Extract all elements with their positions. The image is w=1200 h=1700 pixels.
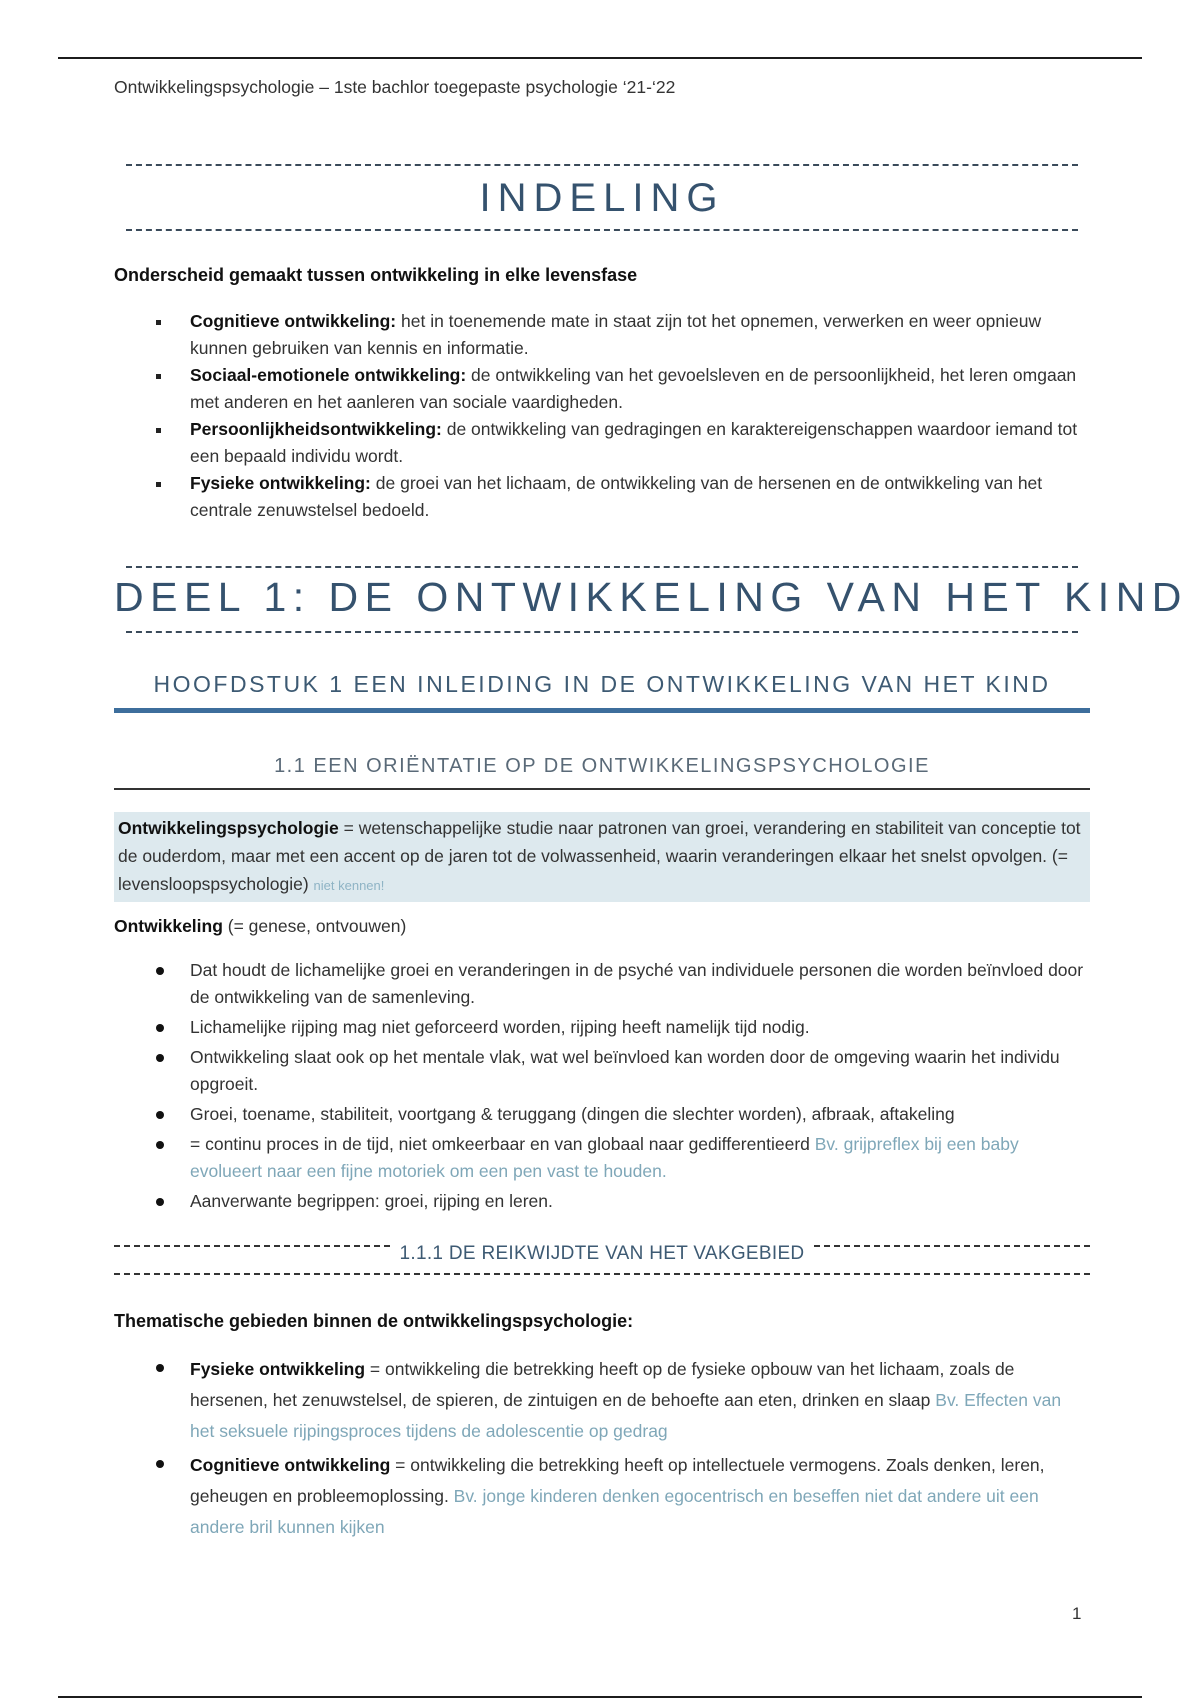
list-item [186, 1450, 1090, 1543]
subsection-lead: Thematische gebieden binnen de ontwikkelingspsychologie: [114, 1311, 634, 1331]
indeling-title-block [114, 164, 1090, 231]
definition-term: Ontwikkelingspsychologie [118, 818, 339, 838]
dashed-divider [126, 631, 1078, 633]
definition-box [114, 812, 1090, 902]
item-text: Ontwikkeling slaat ook op het mentale vlak, wat wel beïnvloed kan worden door de omgeving waarin het individu opgroeit. [190, 1047, 1060, 1094]
item-text: Aanverwante begrippen: groei, rijping en leren. [190, 1191, 553, 1211]
item-example: Bv. Effecten van het seksuele rijpingsproces tijdens de adolescentie op gedrag [190, 1390, 1062, 1441]
page-number: 1 [1072, 1604, 1082, 1623]
dashed-divider [126, 229, 1078, 231]
item-term: Cognitieve ontwikkeling: [190, 311, 397, 331]
subsection-heading: 1.1.1 DE REIKWIJDTE VAN HET VAKGEBIED [394, 1243, 811, 1265]
section-heading: 1.1 EEN ORIËNTATIE OP DE ONTWIKKELINGSPSYCHOLOGIE [114, 755, 1090, 790]
indeling-list [114, 308, 1090, 524]
list-item [186, 1044, 1090, 1098]
chapter-heading: HOOFDSTUK 1 EEN INLEIDING IN DE ONTWIKKELING VAN HET KIND [114, 671, 1090, 713]
dashed-divider [114, 1273, 1090, 1275]
item-term: Cognitieve ontwikkeling [190, 1455, 391, 1475]
item-term: Fysieke ontwikkeling [190, 1359, 366, 1379]
list-item [186, 1188, 1090, 1215]
item-text: de groei van het lichaam, de ontwikkeling van de hersenen en de ontwikkeling van het centrale zenuwstelsel bedoeld. [190, 473, 1043, 520]
item-text: Dat houdt de lichamelijke groei en veranderingen in de psyché van individuele personen die worden beïnvloed door de ontwikkeling van de samenleving. [190, 960, 1084, 1007]
list-item [186, 1131, 1090, 1185]
running-header: Ontwikkelingspsychologie – 1ste bachlor toegepaste psychologie ‘21-‘22 [114, 77, 676, 97]
ontwikkeling-term: Ontwikkeling [114, 916, 223, 936]
list-item [186, 470, 1090, 524]
ontwikkeling-text: (= genese, ontvouwen) [222, 916, 407, 936]
list-item [186, 1101, 1090, 1128]
top-page-rule [58, 57, 1142, 59]
item-term: Sociaal-emotionele ontwikkeling: [190, 365, 467, 385]
definition-note: niet kennen! [313, 878, 385, 893]
item-example: Bv. jonge kinderen denken egocentrisch en beseffen niet dat andere uit een andere bril kunnen kijken [190, 1486, 1039, 1537]
list-item [186, 308, 1090, 362]
item-text: Groei, toename, stabiliteit, voortgang & teruggang (dingen die slechter worden), afbraak, aftakeling [190, 1104, 955, 1124]
indeling-heading: INDELING [479, 176, 725, 220]
definition-text: = wetenschappelijke studie naar patronen van groei, verandering en stabiliteit van conceptie tot de ouderdom, maar met een accent op de jaren tot de volwassenheid, waarin veranderingen elkaar het snelst opvolgen. (= levensloopspsychologie) [118, 818, 1081, 894]
item-text: de ontwikkeling van het gevoelsleven en de persoonlijkheid, het leren omgaan met anderen en het aanleren van sociale vaardigheden. [190, 365, 1077, 412]
item-term: Persoonlijkheidsontwikkeling: [190, 419, 442, 439]
indeling-lead: Onderscheid gemaakt tussen ontwikkeling in elke levensfase [114, 265, 638, 285]
page-content [114, 72, 1188, 1546]
list-item [186, 416, 1090, 470]
subsection-title-block [114, 1237, 1090, 1281]
item-text: de ontwikkeling van gedragingen en karaktereigenschappen waardoor iemand tot een bepaald individu wordt. [190, 419, 1078, 466]
item-text: het in toenemende mate in staat zijn tot het opnemen, verwerken en weer opnieuw kunnen gebruiken van kennis en informatie. [190, 311, 1042, 358]
list-item [186, 957, 1090, 1011]
item-text: = ontwikkeling die betrekking heeft op de fysieke opbouw van het lichaam, zoals de hersenen, het zenuwstelsel, de spieren, de zintuigen en de behoefte aan eten, drinken en slaap [190, 1359, 1015, 1410]
item-text: = ontwikkeling die betrekking heeft op intellectuele vermogens. Zoals denken, leren, geheugen en probleemoplossing. [190, 1455, 1045, 1506]
ontwikkeling-line [114, 916, 1090, 937]
bottom-page-rule [58, 1696, 1142, 1698]
item-text: = continu proces in de tijd, niet omkeerbaar en van globaal naar gedifferentieerd [190, 1134, 815, 1154]
deel-heading: DEEL 1: DE ONTWIKKELING VAN HET KIND [114, 574, 1188, 620]
item-example: Bv. grijpreflex bij een baby evolueert naar een fijne motoriek om een pen vast te houden. [190, 1134, 1019, 1181]
deel-title-block [114, 566, 1188, 633]
item-term: Fysieke ontwikkeling: [190, 473, 371, 493]
list-item [186, 1354, 1090, 1447]
list-item [186, 362, 1090, 416]
item-text: Lichamelijke rijping mag niet geforceerd worden, rijping heeft namelijk tijd nodig. [190, 1017, 810, 1037]
ontwikkeling-list [114, 957, 1090, 1215]
list-item [186, 1014, 1090, 1041]
thematic-list [114, 1354, 1090, 1543]
